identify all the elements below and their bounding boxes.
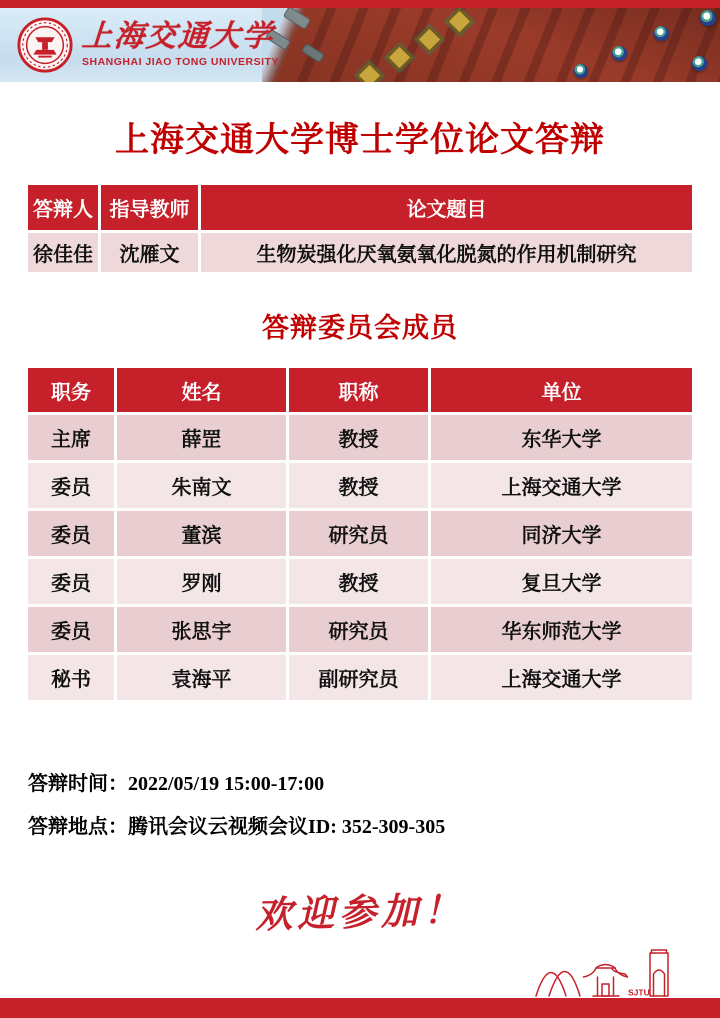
traditional-roof-photo: [262, 8, 720, 82]
top-red-bar: [0, 0, 720, 8]
roof-tile-end-icon: [612, 46, 627, 61]
committee-row-name: 朱南文: [117, 463, 286, 508]
committee-row-role: 秘书: [28, 655, 114, 700]
committee-row-name: 薛罡: [117, 415, 286, 460]
defense-time-label: 答辩时间：: [28, 773, 128, 795]
defense-location-label: 答辩地点：: [28, 816, 128, 838]
committee-row-role: 委员: [28, 607, 114, 652]
university-name: [82, 22, 279, 68]
committee-row-title: 副研究员: [289, 655, 428, 700]
defense-table-header-candidate: 答辩人: [28, 185, 98, 230]
committee-row-title: 教授: [289, 415, 428, 460]
roof-tile-end-icon: [654, 26, 669, 41]
defense-location: [28, 806, 692, 849]
header-banner: [0, 8, 720, 82]
gold-ornament-icon: [386, 44, 413, 71]
committee-row-affiliation: 复旦大学: [431, 559, 692, 604]
committee-row-name: 罗刚: [117, 559, 286, 604]
committee-row-affiliation: 上海交通大学: [431, 655, 692, 700]
committee-row-role: 委员: [28, 511, 114, 556]
university-name-en: SHANGHAI JIAO TONG UNIVERSITY: [82, 56, 279, 69]
defense-table-header-thesis: 论文题目: [201, 185, 692, 230]
page-title: 上海交通大学博士学位论文答辩: [115, 121, 605, 159]
candidate-name: 徐佳佳: [28, 233, 98, 272]
defense-location-value: 腾讯会议云视频会议ID: 352-309-305: [128, 816, 446, 838]
university-name-cn: 上海交通大学: [80, 20, 276, 54]
committee-row-affiliation: 华东师范大学: [431, 607, 692, 652]
committee-header-name: 姓名: [117, 368, 286, 412]
defense-table-header-advisor: 指导教师: [101, 185, 198, 230]
committee-row-role: 委员: [28, 463, 114, 508]
welcome-message: 欢迎参加！: [254, 887, 466, 937]
gold-ornament-icon: [416, 26, 443, 53]
gold-ornament-icon: [446, 8, 473, 35]
committee-row-affiliation: 上海交通大学: [431, 463, 692, 508]
committee-row-affiliation: 东华大学: [431, 415, 692, 460]
committee-row-title: 研究员: [289, 607, 428, 652]
bottom-red-bar: [0, 998, 720, 1018]
defense-time-value: 2022/05/19 15:00-17:00: [128, 773, 325, 795]
defense-info: [28, 763, 692, 849]
roof-tile-icon: [301, 43, 325, 63]
roof-tile-end-icon: [700, 10, 716, 26]
gold-ornament-icon: [356, 62, 383, 82]
committee-row-name: 张思宇: [117, 607, 286, 652]
committee-row-name: 袁海平: [117, 655, 286, 700]
sjtu-seal-icon: [16, 16, 74, 74]
advisor-name: 沈雁文: [101, 233, 198, 272]
defense-time: [28, 763, 692, 806]
committee-header-title: 职称: [289, 368, 428, 412]
defense-table: [28, 185, 692, 272]
skyline-sjtu-label: SJTU: [628, 987, 650, 998]
committee-section-title: 答辩委员会成员: [262, 313, 458, 343]
committee-row-title: 研究员: [289, 511, 428, 556]
thesis-title: 生物炭强化厌氧氨氧化脱氮的作用机制研究: [201, 233, 692, 272]
committee-row-role: 委员: [28, 559, 114, 604]
committee-row-affiliation: 同济大学: [431, 511, 692, 556]
committee-row-title: 教授: [289, 463, 428, 508]
university-brand: [0, 8, 300, 82]
committee-row-role: 主席: [28, 415, 114, 460]
sjtu-landmarks-icon: [532, 946, 672, 998]
committee-row-name: 董滨: [117, 511, 286, 556]
committee-header-affiliation: 单位: [431, 368, 692, 412]
roof-tile-end-icon: [574, 64, 588, 78]
committee-table: [28, 368, 692, 700]
committee-row-title: 教授: [289, 559, 428, 604]
roof-tile-end-icon: [692, 56, 707, 71]
committee-header-role: 职务: [28, 368, 114, 412]
